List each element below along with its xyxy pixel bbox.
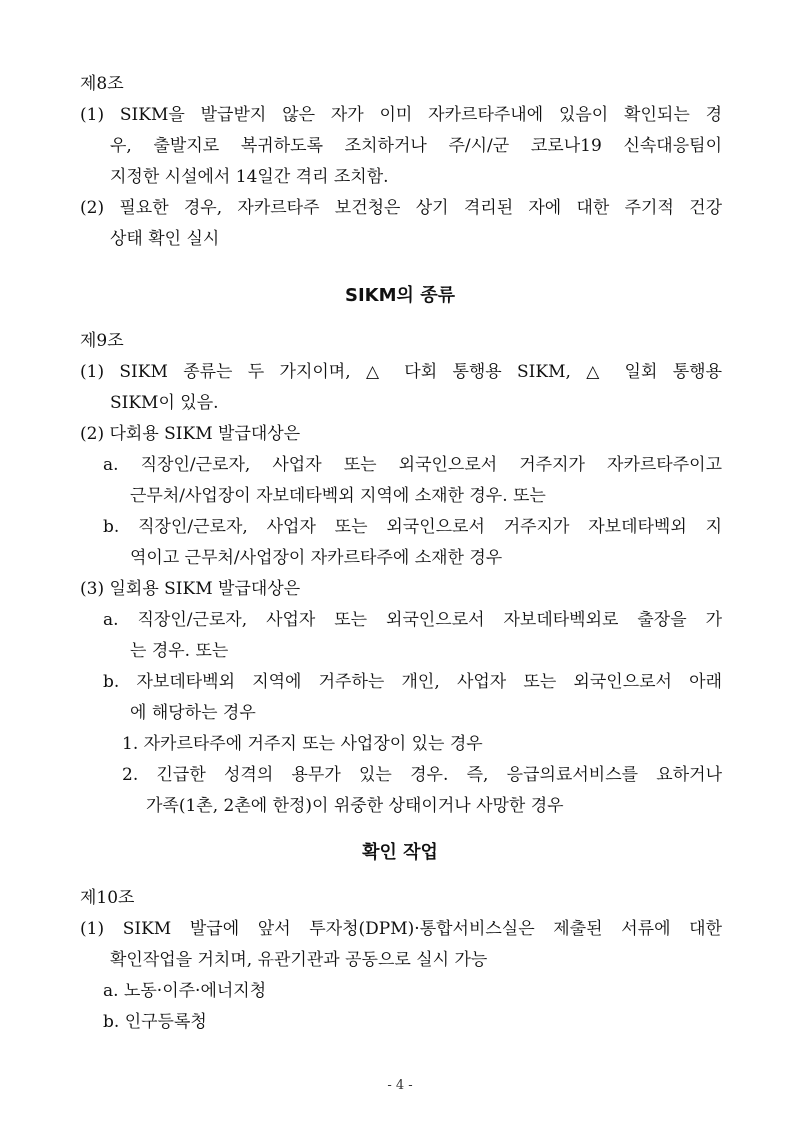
article-8-item-1-line-2: 우, 출발지로 복귀하도록 조치하거나 주/시/군 코로나19 신속대응팀이 [110,136,722,156]
article-9-item-2-b-line-2: 역이고 근무처/사업장이 자카르타주에 소재한 경우 [130,548,503,568]
article-9-item-3-sub-1: 1. 자카르타주에 거주지 또는 사업장이 있는 경우 [122,734,483,754]
article-9-item-3-a-line-1: a. 직장인/근로자, 사업자 또는 외국인으로서 자보데타벡외로 출장을 가 [103,610,722,630]
article-8-item-2-line-1: (2) 필요한 경우, 자카르타주 보건청은 상기 격리된 자에 대한 주기적 건강 [80,198,722,218]
section-heading-sikm-types: SIKM의 종류 [345,285,455,306]
article-9-item-2-b-line-1: b. 직장인/근로자, 사업자 또는 외국인으로서 거주지가 자보데타벡외 지 [103,517,722,537]
article-10-label: 제10조 [80,888,135,908]
article-9-item-3-b-line-1: b. 자보데타벡외 지역에 거주하는 개인, 사업자 또는 외국인으로서 아래 [103,672,722,692]
article-10-item-a: a. 노동·이주·에너지청 [103,981,267,1001]
section-heading-verification: 확인 작업 [362,842,438,863]
article-9-item-3: (3) 일회용 SIKM 발급대상은 [80,579,301,599]
article-9-item-2-a-line-1: a. 직장인/근로자, 사업자 또는 외국인으로서 거주지가 자카르타주이고 [103,455,722,475]
article-9-item-3-sub-2-line-2: 가족(1촌, 2촌에 한정)이 위중한 상태이거나 사망한 경우 [146,796,564,816]
article-10-item-b: b. 인구등록청 [103,1012,207,1032]
article-9-label: 제9조 [80,331,124,351]
article-8-item-1-line-1: (1) SIKM을 발급받지 않은 자가 이미 자카르타주내에 있음이 확인되는 경 [80,105,722,125]
article-10-item-1-line-2: 확인작업을 거치며, 유관기관과 공동으로 실시 가능 [110,950,488,970]
article-8-label: 제8조 [80,74,124,94]
article-9-item-3-sub-2-line-1: 2. 긴급한 성격의 용무가 있는 경우. 즉, 응급의료서비스를 요하거나 [122,765,722,785]
article-9-item-2: (2) 다회용 SIKM 발급대상은 [80,424,301,444]
article-9-item-1-line-1: (1) SIKM 종류는 두 가지이며, △ 다회 통행용 SIKM, △ 일회 통행용 [80,362,722,382]
article-8-item-1-line-3: 지정한 시설에서 14일간 격리 조치함. [110,167,389,187]
article-9-item-1-line-2: SIKM이 있음. [110,393,219,413]
page-number: - 4 - [387,1078,413,1093]
article-9-item-3-a-line-2: 는 경우. 또는 [130,641,229,661]
article-9-item-3-b-line-2: 에 해당하는 경우 [130,703,256,723]
article-10-item-1-line-1: (1) SIKM 발급에 앞서 투자청(DPM)·통합서비스실은 제출된 서류에 대한 [80,919,722,939]
article-9-item-2-a-line-2: 근무처/사업장이 자보데타벡외 지역에 소재한 경우. 또는 [130,486,546,506]
article-8-item-2-line-2: 상태 확인 실시 [110,229,220,249]
